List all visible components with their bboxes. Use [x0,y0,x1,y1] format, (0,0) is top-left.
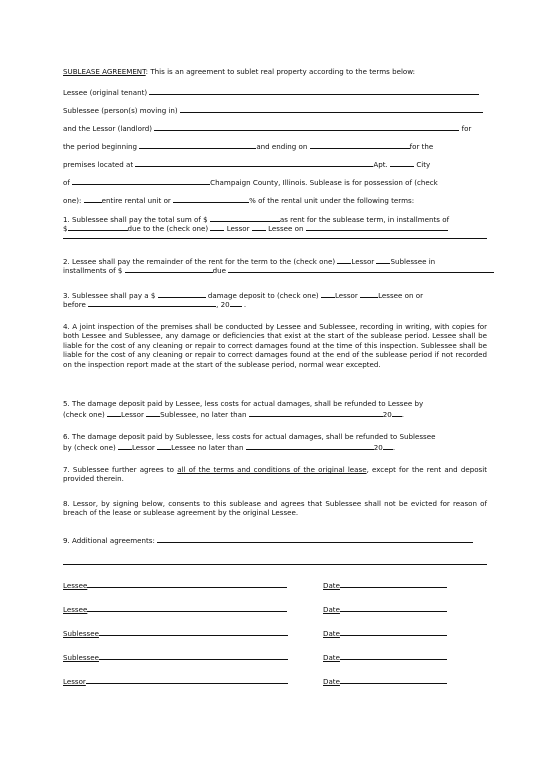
c3-deposit-field[interactable] [158,289,206,298]
ending-label: and ending on [256,142,308,151]
lessee-field[interactable] [149,86,479,95]
clause-2-text-b: installments of $ [63,266,123,275]
clause-5-text-b: (check one) [63,410,105,419]
date-field[interactable] [340,651,447,660]
signature-field[interactable] [99,627,288,636]
clause-8: 8. Lessor, by signing below, consents to this sublease and agrees that Sublessee shall not be evicted for reason of breach of the lease or sublease agreement by the original Lessee. [63,499,487,518]
date-label: Date [323,629,340,638]
c6-year-prefix: 20 [373,443,383,452]
clause-6-text: 6. The damage deposit paid by Sublessee, less costs for actual damages, shall be refunded to Sublessee [63,432,436,441]
header-line [63,67,487,76]
clause-1-text-b: as rent for the sublease term, in installments of [279,215,450,224]
clause-6-text-b: by (check one) [63,443,116,452]
c3-before-label: before [63,300,86,309]
c5-year-field[interactable] [392,408,405,419]
c1-lessor-check[interactable] [210,222,224,231]
signature-field[interactable] [87,579,287,588]
date-label: Date [323,653,340,662]
signature-label: Lessee [63,605,88,614]
c6-lessee-check[interactable] [157,441,171,450]
lessee-label: Lessee (original tenant) [63,88,148,97]
c3-before-field[interactable] [88,298,216,307]
premises-row [63,158,487,169]
sublessee-field[interactable] [180,104,483,113]
c2-lessor-check[interactable] [337,255,351,264]
c5-lessor-check[interactable] [107,408,121,417]
signature-field[interactable] [87,603,287,612]
date-row-1 [323,579,447,590]
installment-field[interactable] [68,222,128,231]
clause-1-blank-line[interactable] [63,238,487,239]
clause-9-line [63,534,487,545]
c2-lessor-label: Lessor [351,257,375,266]
clause-7-text-b: , except for the rent and deposit provided therein. [63,465,487,484]
entire-unit-check[interactable] [84,194,102,203]
city-field[interactable] [72,176,210,185]
c3-end: . [243,300,247,309]
clause-6-line-1 [63,432,487,441]
c6-date-field[interactable] [246,441,374,450]
c6-lessor-label: Lessor [131,443,155,452]
signature-row-1 [63,579,287,590]
clause-7-text: 7. Sublessee further agrees to [63,465,178,474]
clause-4: 4. A joint inspection of the premises shall be conducted by Lessee and Sublessee, recording in writing, with copies for both Lessee and Sublessee, any damage or deficiencies that exist at the start of the sublease period. Lessee shall be liable for the cost of any cleaning or repair to correct damages found at the time of this inspection. Sublessee shall be liable for the cost of any cleaning or repair to correct damages found at the end of the sublease period if not recorded on the inspection report made at the start of the sublease period, normal wear excepted. [63,322,487,369]
period-end-field[interactable] [310,140,410,149]
date-row-5 [323,675,447,686]
lessor-field[interactable] [154,122,459,131]
c1-lessee-check[interactable] [252,222,266,231]
apt-label: Apt. [373,160,388,169]
total-sum-field[interactable] [210,213,280,222]
city-label: City [416,160,431,169]
percent-field[interactable] [173,194,249,203]
c1-due-date-field[interactable] [306,222,448,231]
clause-2-text: 2. Lessee shall pay the remainder of the rent for the term to the (check one) [63,257,336,266]
clause-6-line-2 [63,441,487,452]
period-label: the period beginning [63,142,138,151]
period-suffix: for the [409,142,434,151]
c6-end: . [392,443,396,452]
sublessee-row [63,104,487,115]
clause-5-text: 5. The damage deposit paid by Lessee, less costs for actual damages, shall be refunded to Lessee by [63,399,424,408]
lessee-row [63,86,487,97]
apt-field[interactable] [390,158,414,167]
signature-label: Lessee [63,581,88,590]
signature-label: Sublessee [63,653,99,662]
additional-agreements-blank-line[interactable] [63,564,487,565]
entire-unit-label: entire rental unit or [101,196,171,205]
date-label: Date [323,581,340,590]
clause-1-line-2 [63,222,487,233]
clause-1-text: 1. Sublessee shall pay the total sum of $ [63,215,208,224]
c3-lessor-label: Lessor [334,291,358,300]
c3-year-field[interactable] [230,298,242,307]
clause-3-line-2 [63,298,487,309]
lessor-suffix: for [461,124,472,133]
c1-lessee-label: Lessee on [268,224,304,233]
lessor-label: and the Lessor (landlord) [63,124,153,133]
c6-lessee-label: Lessee no later than [171,443,244,452]
original-lease-reference: all of the terms and conditions of the original lease [177,465,367,474]
c5-sublessee-label: Sublessee, no later than [160,410,247,419]
c2-sublessee-label: Sublessee in [390,257,436,266]
c5-sublessee-check[interactable] [146,408,160,417]
signature-row-3 [63,627,288,638]
premises-label: premises located at [63,160,134,169]
c2-due-field[interactable] [228,264,494,273]
c3-lessee-check[interactable] [360,289,378,298]
date-field[interactable] [340,579,447,588]
sublessee-label: Sublessee (person(s) moving in) [63,106,178,115]
c6-year-field[interactable] [383,441,396,452]
county-row [63,176,487,187]
c6-lessor-check[interactable] [118,441,132,450]
c5-end: . [401,410,405,419]
c2-due-label: due [212,266,226,275]
c3-lessee-label: Lessee on or [378,291,423,300]
intro-text: : This is an agreement to sublet real property according to the terms below: [145,67,416,76]
c2-sublessee-check[interactable] [376,255,390,264]
clause-9-text: 9. Additional agreements: [63,536,155,545]
clause-5-line-2 [63,408,487,419]
date-label: Date [323,677,340,686]
c5-lessor-label: Lessor [121,410,144,419]
c2-installment-field[interactable] [125,264,213,273]
date-row-4 [323,651,447,662]
signature-label: Sublessee [63,629,99,638]
signature-row-4 [63,651,288,662]
percent-label: % of the rental unit under the following terms: [249,196,415,205]
date-row-3 [323,627,447,638]
clause-5-line-1 [63,399,487,408]
c5-year-prefix: 20 [382,410,392,419]
date-field[interactable] [340,675,447,684]
county-text: Champaign County, Illinois. Sublease is for possession of (check [210,178,438,187]
c3-year-prefix: , 20 [216,300,230,309]
c1-lessor-label: Lessor [226,224,250,233]
signature-label: Lessor [63,677,86,686]
one-label: one): [63,196,82,205]
clause-1-dollar: $ [63,224,68,233]
additional-agreements-field[interactable] [157,534,473,543]
signature-field[interactable] [99,651,288,660]
clause-3-text: 3. Sublessee shall pay a $ [63,291,156,300]
date-field[interactable] [340,603,447,612]
date-row-2 [323,603,447,614]
clause-7 [63,465,487,484]
c3-lessor-check[interactable] [321,289,335,298]
premises-field[interactable] [135,158,373,167]
clause-2-line-2 [63,264,487,275]
clause-1-text-d: due to the (check one) [127,224,209,233]
period-start-field[interactable] [139,140,256,149]
signature-row-5 [63,675,288,686]
clause-3-text-b: damage deposit to (check one) [207,291,319,300]
period-row [63,140,487,151]
signature-field[interactable] [86,675,288,684]
document-title: SUBLEASE AGREEMENT [63,67,146,76]
c5-date-field[interactable] [249,408,383,417]
date-field[interactable] [340,627,447,636]
of-label: of [63,178,70,187]
signature-row-2 [63,603,287,614]
date-label: Date [323,605,340,614]
lessor-row [63,122,487,133]
possession-row [63,194,487,205]
